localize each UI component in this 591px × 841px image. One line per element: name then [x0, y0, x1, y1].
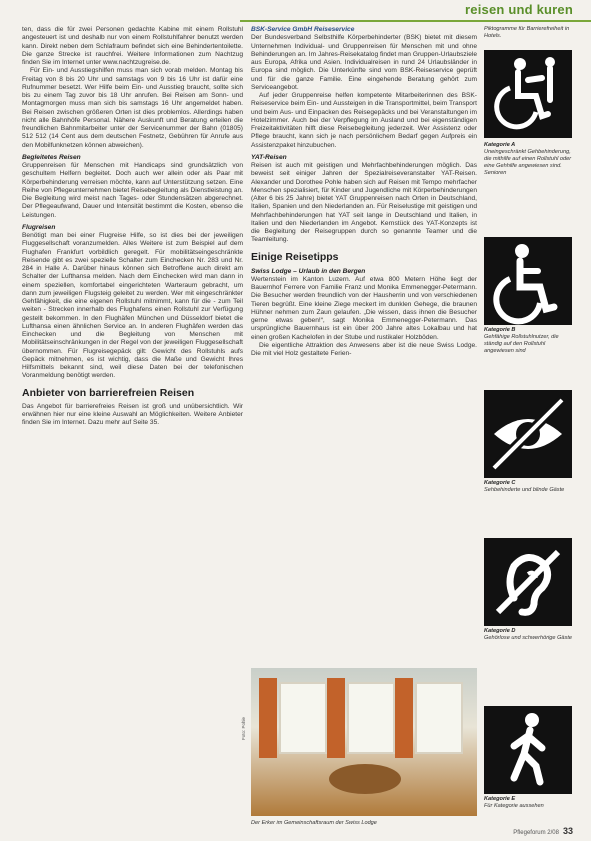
paragraph: ten, dass die für zwei Personen gedachte Kabine mit einem Rollstuhl angesteuert ist und deshalb nur von einem Rollstuhlfahrer benutzt werden kann. Direkt neben dem Schlafraum befindet sich eine Behindertentoilette. Die ganze Strecke ist rauchfrei. Weitere Informationen zum Nachtzug finden Sie im Internet unter www.nachtzugreise.de.: [22, 26, 243, 66]
category-text: Für Kategorie aussehen: [484, 803, 544, 809]
blind-eye-icon: [484, 390, 572, 478]
photo-caption: Der Erker im Gemeinschaftsraum der Swiss Lodge: [251, 820, 377, 826]
photo-credit: Foto: Pohle: [241, 716, 246, 740]
issue-label: Pflegeforum 2/08: [513, 830, 559, 836]
category-a: [484, 142, 576, 177]
header-bar: [0, 0, 591, 20]
paragraph: Reisen ist auch mit geistigen und Mehrfachbehinderungen möglich. Das beweist seit einiger Jahren der Spezialreiseveranstalter YAT-Reisen. Alexander und Dorothee Pohle haben sich auf Reisen mit Tempo mehrfacher Menschen spezialisiert, für Kinder und Jugendliche mit Körperbehinderungen (Alter 6 bis 25 Jahre) bietet YAT Gruppenreisen nach Orten in Deutschland, Italien, Spanien und den Niederlanden an. Für Reiselustige mit geistigen und Mehrfachbehinderungen hat YAT seit lange in Deutschland und Italien, in Italien und den Niederlanden im Angebot. Kernstück des YAT-Konzepts ist die Begleitung der Reisegruppen durch so genannte Teamer und die Teamleitung.: [251, 162, 477, 244]
category-text: Sehbehinderte und blinde Gäste: [484, 487, 565, 493]
window: [415, 682, 463, 754]
sidebar-intro: Piktogramme für Barrierefreiheit in Hotels.: [484, 26, 570, 39]
column-left: [22, 26, 243, 427]
paragraph: Auf jeder Gruppenreise helfen kompetente Mitarbeiterinnen des BSK-Reiseservice beim Ein- und Aussteigen in die Transportmittel, beim Transport und beim Aus- und Einpacken des Reisegepäcks und bei Veranstaltungen im Hotelzimmer. Auch bei der Verpflegung im Ausland und bei eigenständigen Freizeitaktivitäten hilft diese Reisebegleitung jederzeit. Wer Assistenz oder Pflege braucht, kann sich je nach persönlichem Bedarf gegen Aufpreis ein Assistenzpaket hinzubuchen.: [251, 92, 477, 149]
category-text: Gehörlose und schwerhörige Gäste: [484, 635, 572, 641]
category-title: Kategorie C: [484, 480, 516, 486]
header-rule: [240, 20, 591, 22]
column-middle: [251, 26, 477, 358]
category-title: Kategorie E: [484, 796, 516, 802]
category-title: Kategorie A: [484, 142, 516, 148]
paragraph: Die eigentliche Attraktion des Anwesens aber ist die neue Swiss Lodge. Die mit viel Holz gestaltete Ferien-: [251, 341, 477, 357]
subheading: Flugreisen: [22, 223, 56, 231]
category-text: Uneingeschränkt Gehbehinderung, die mithilfe auf einen Rollstuhl oder eine Gehhilfe angewiesen sind. Senioren: [484, 149, 572, 176]
walking-person-icon: [484, 706, 572, 794]
lodge-photo: [251, 668, 477, 816]
page-footer: [513, 826, 573, 836]
section-heading: Anbieter von barrierefreien Reisen: [22, 386, 195, 399]
category-e: [484, 796, 576, 810]
category-b: [484, 327, 576, 355]
subheading: BSK-Service GmbH Reiseservice: [251, 26, 355, 33]
wheelchair-icon: [484, 237, 572, 325]
curtain: [327, 678, 345, 758]
subheading: Swiss Lodge – Urlaub in den Bergen: [251, 267, 366, 275]
section-title: reisen und kuren: [465, 2, 573, 17]
category-d: [484, 628, 576, 642]
category-text: Gehfähige Rollstuhlnutzer, die ständig auf den Rollstuhl angewiesen sind: [484, 334, 559, 354]
category-title: Kategorie D: [484, 628, 516, 634]
subheading: Begleitetes Reisen: [22, 153, 81, 161]
paragraph: Für Ein- und Ausstiegshilfen muss man sich vorab melden. Montag bis Freitag von 8 bis 20 Uhr und samstags von 9 bis 16 Uhr ist dafür eine Rufnummer besetzt. Wer Hilfe beim Ein- und Ausstieg braucht, sollte sich bis zu einem Tag zuvor bis 18 Uhr anrufen. Bei Reisen am Sonn- und Montagmorgen muss man sich bis samstags 16 Uhr angemeldet haben. Bei Reisen zwischen größeren Orten ist dies problemlos. Allerdings haben nicht alle Bahnhöfe Personal. Nähere Auskunft und Beratung erteilen die freundlichen Bahnmitarbeiter unter der Servicenummer der Bahn (01805) 512 512 (14 Cent aus dem deutschen Festnetz, Gebühren für Anrufe aus den Mobilfunknetzen können abweichen).: [22, 67, 243, 149]
category-c: [484, 480, 576, 494]
curtain: [259, 678, 277, 758]
paragraph: Wertenstein im Kanton Luzern. Auf etwa 800 Metern Höhe liegt der Bauernhof Ferrere von Familie Franz und Monika Emmenegger-Petermann. Die Besucher werden freundlich von der Hausherrin und von verschiedenen Tieren begrüßt. Eine kleine Ziege meckert im dunklen Gehege, die braunen Hühner nehmen zum Zaun gelaufen. „Die wissen, dass ihnen die Besucher gerne etwas geben!“, sagt Monika Emmenegger-Petermann. Das ursprüngliche Bauernhaus ist ein über 200 Jahre altes Lokalbau und hat einen großen Kachelofen in der Stube und rustikaler Holzböden.: [251, 275, 477, 341]
table: [329, 764, 401, 794]
page-number: 33: [562, 826, 573, 836]
window: [279, 682, 327, 754]
deaf-ear-icon: [484, 538, 572, 626]
curtain: [395, 678, 413, 758]
window: [347, 682, 395, 754]
category-title: Kategorie B: [484, 327, 516, 333]
wheelchair-assisted-icon: [484, 50, 572, 138]
section-heading: Einige Reisetipps: [251, 250, 339, 263]
paragraph: Der Bundesverband Selbsthilfe Körperbehinderter (BSK) bietet mit diesem Unternehmen Individual- und Gruppenreisen für Menschen mit und ohne Behinderungen an. Im Jahres-Reisekatalog findet man Gruppen-Urlaubsziele aus Europa, Afrika und Asien. Individualreisen in rund 24 Urlaubsländer in Europa sind möglich. Die Unterkünfte sind vom BSK-Reiseservice geprüft und für die ganze Familie. Eine eingehende Beratung gehört zum Serviceangebot.: [251, 34, 477, 91]
paragraph: Gruppenreisen für Menschen mit Handicaps sind grundsätzlich von geschultem Helfern begleitet. Doch auch wer allein oder als Paar mit Körperbehinderung verreisen möchte, kann auf Unterstützung setzen. Eine Reihe von Pflegeunternehmen bietet Reisebegleitung als Dienstleistung an. Die Begleitung wird meist nach Tages- oder Stundensätzen abgerechnet. Der Pflegeaufwand, Dauer und Intensität bestimmt die Kosten, ebenso die Leistungen.: [22, 162, 243, 219]
paragraph: Benötigt man bei einer Flugreise Hilfe, so ist dies bei der jeweiligen Fluggesellschaft voranzumelden. Alles Weitere ist zum Beispiel auf dem Flughafen Frankfurt vorbildlich geregelt. Für mobilitätseingeschränkte Reisende gibt es zwei spezielle Schalter zum Einchecken Nr. 283 und Nr. 284 in Halle A. Darüber hinaus können sich Betroffene auch direkt am Schalter der Lufthansa melden. Nach dem Einchecken wird man dann in einem speziellen, komfortabel eingerichteten Warteraum gebracht, um dann zum jeweiligen Flugsteig geleitet zu werden. Wer mit eingeschränkter Gehfähigkeit, die eine eigenen Rollstuhl mitnimmt, kann für die - zum Teil weiten - Strecken innerhalb des Flughafens einen Rollstuhl zur Verfügung gestellt bekommen. In den Flughäfen München und Düsseldorf bietet die Lufthansa einen ähnlichen Service an. In anderen Flughäfen werden das Einchecken und die Begleitung von Menschen mit Mobilitätseinschränkungen in der Regel von der jeweiligen Fluggesellschaft übernommen. Für Flugreisegepäck gilt: Gewicht des Rollstuhls aufs Gepäck mitnehmen, es ist wichtig, dass die Maße und Gewicht Ihres Hilfsmittels bekannt sind, weil diese Daten bei der telefonischen Voranmeldung benötigt werden.: [22, 232, 243, 380]
paragraph: Das Angebot für barrierefreies Reisen ist groß und unübersichtlich. Wir erwähnen hier nur eine kleine Auswahl an Möglichkeiten. Weitere Anbieter finden Sie im Internet. Dazu mehr auf Seite 35.: [22, 402, 243, 426]
subheading: YAT-Reisen: [251, 153, 287, 161]
